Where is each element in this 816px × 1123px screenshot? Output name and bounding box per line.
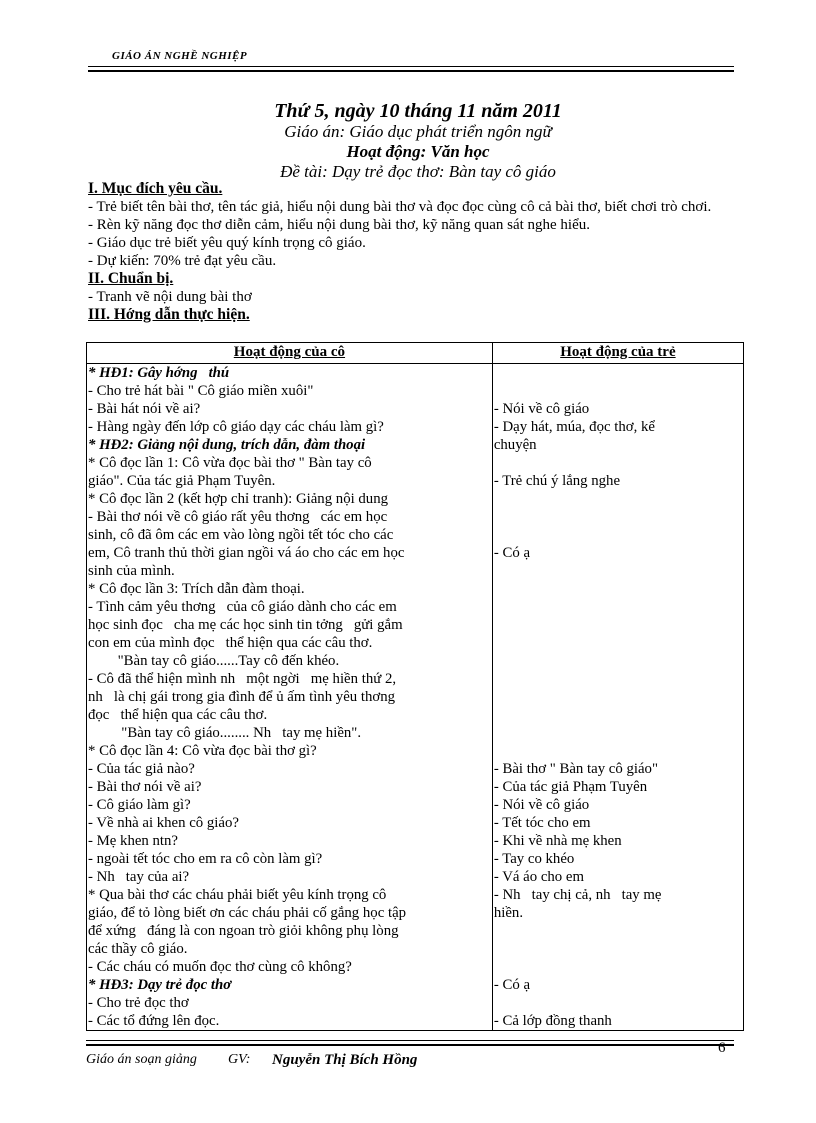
teacher-line: - Nh tay của ai? (88, 869, 190, 885)
teacher-line: * HĐ3: Dạy trẻ đọc thơ (88, 977, 232, 993)
child-line (494, 382, 742, 400)
topic-title: Đề tài: Dạy trẻ đọc thơ: Bàn tay cô giáo (280, 162, 556, 181)
teacher-line: - Bài thơ nói về ai? (88, 779, 202, 795)
teacher-line: * HĐ1: Gây hớng thú (88, 365, 230, 381)
child-line: - Tết tóc cho em (493, 815, 591, 831)
subject-title: Giáo án: Giáo dục phát triển ngôn ngữ (284, 122, 552, 141)
paragraph: - Dự kiến: 70% trẻ đạt yêu cầu. (88, 253, 277, 269)
teacher-line: - ngoài tết tóc cho em ra cô còn làm gì? (88, 851, 323, 867)
teacher-line: - Cho trẻ đọc thơ (88, 995, 189, 1011)
header-rule-thick (88, 70, 734, 72)
child-line (494, 364, 742, 382)
teacher-line: - Của tác giả nào? (88, 761, 195, 777)
teacher-line: - Cô giáo làm gì? (88, 797, 191, 813)
child-line: - Khi về nhà mẹ khen (493, 833, 622, 849)
teacher-line: * Cô đọc lần 3: Trích dẫn đàm thoại. (88, 581, 305, 597)
teacher-line: * HĐ2: Giảng nội dung, trích dẫn, đàm thoại (88, 437, 366, 453)
child-line: - Có ạ (493, 545, 531, 561)
child-line (494, 742, 742, 760)
child-line: - Tay co khéo (493, 851, 575, 867)
paragraph: - Tranh vẽ nội dung bài thơ (88, 289, 252, 305)
paragraph: - Trẻ biết tên bài thơ, tên tác giả, hiểu nội dung bài thơ và đọc đọc cùng cô cả bài thơ, biết chơi trò chơi. (88, 199, 712, 215)
paragraph: - Rèn kỹ năng đọc thơ diễn cảm, hiểu nội dung bài thơ, kỹ năng quan sát nghe hiểu. (88, 217, 591, 233)
child-line: - Bài thơ " Bàn tay cô giáo" (493, 761, 658, 777)
header-child: Hoạt động của trẻ (492, 343, 743, 364)
child-line: - Nh tay chị cả, nh tay mẹ (493, 887, 662, 903)
section-heading: II. Chuẩn bị. (88, 270, 174, 287)
teacher-line: giáo". Của tác giả Phạm Tuyên. (88, 473, 276, 489)
child-line (494, 724, 742, 742)
child-line (494, 958, 742, 976)
lesson-body (88, 180, 738, 324)
child-line (494, 562, 742, 580)
teacher-line: nh là chị gái trong gia đình để ủ ấm tình yêu thơng (88, 689, 395, 705)
child-line: - Có ạ (493, 977, 531, 993)
footer-gv-label: GV: (228, 1052, 251, 1067)
teacher-line: * Cô đọc lần 2 (kết hợp chỉ tranh): Giảng nội dung (88, 491, 389, 507)
child-line: - Vá áo cho em (493, 869, 584, 885)
footer (86, 1052, 418, 1068)
teacher-line: để xứng đáng là con ngoan trò giỏi không phụ lòng (88, 923, 399, 939)
teacher-line: * Cô đọc lần 4: Cô vừa đọc bài thơ gì? (88, 743, 317, 759)
teacher-line: sinh của mình. (88, 563, 175, 579)
date-title: Thứ 5, ngày 10 tháng 11 năm 2011 (274, 100, 562, 122)
teacher-line: - Về nhà ai khen cô giáo? (88, 815, 239, 831)
table-header-row (87, 343, 744, 364)
child-line: - Trẻ chú ý lắng nghe (493, 473, 621, 489)
child-line (494, 994, 742, 1012)
teacher-line: các thầy cô giáo. (88, 941, 188, 957)
teacher-line: - Cho trẻ hát bài " Cô giáo miền xuôi" (88, 383, 314, 399)
teacher-line: * Cô đọc lần 1: Cô vừa đọc bài thơ " Bàn tay cô (88, 455, 372, 471)
header-teacher: Hoạt động của cô (87, 343, 493, 364)
child-line (494, 454, 742, 472)
footer-teacher-name: Nguyễn Thị Bích Hồng (272, 1052, 418, 1068)
header-rule (88, 66, 734, 67)
child-line (494, 598, 742, 616)
child-line: - Cả lớp đồng thanh (493, 1013, 612, 1029)
child-line: - Dạy hát, múa, đọc thơ, kể (493, 419, 655, 435)
section-heading: III. Hớng dẫn thực hiện. (88, 306, 250, 323)
child-line (494, 616, 742, 634)
child-line: - Nói về cô giáo (493, 401, 590, 417)
footer-rule (86, 1040, 734, 1041)
teacher-line: - Hàng ngày đến lớp cô giáo dạy các cháu làm gì? (88, 419, 384, 435)
teacher-line: - Bài thơ nói về cô giáo rất yêu thơng các em học (88, 509, 388, 525)
paragraph: - Giáo dục trẻ biết yêu quý kính trọng cô giáo. (88, 235, 366, 251)
teacher-line: đọc thể hiện qua các câu thơ. (88, 707, 268, 723)
child-line (494, 490, 742, 508)
child-line: - Của tác giả Phạm Tuyên (493, 779, 648, 795)
child-line: - Nói về cô giáo (493, 797, 590, 813)
page-number: 6 (718, 1040, 726, 1056)
teacher-line: - Bài hát nói về ai? (88, 401, 201, 417)
child-line (494, 922, 742, 940)
child-line (494, 634, 742, 652)
teacher-line: - Cô đã thể hiện mình nh một ngời mẹ hiền thứ 2, (88, 671, 397, 687)
child-line (494, 508, 742, 526)
teacher-line: - Mẹ khen ntn? (88, 833, 178, 849)
footer-rule-thick (86, 1044, 734, 1046)
teacher-line: học sinh đọc cha mẹ các học sinh tin tởng gửi gắm (88, 617, 403, 633)
child-line: hiền. (493, 905, 524, 921)
activity-title: Hoạt động: Văn học (346, 142, 490, 161)
teacher-line: * Qua bài thơ các cháu phải biết yêu kính trọng cô (88, 887, 387, 903)
child-column (492, 364, 743, 1031)
teacher-line: sinh, cô đã ôm các em vào lòng ngồi tết tóc cho các (88, 527, 394, 543)
child-line: chuyện (493, 437, 537, 453)
teacher-column (87, 364, 493, 1031)
activity-table (86, 342, 744, 1031)
teacher-line: "Bàn tay cô giáo......Tay cô đến khéo. (88, 653, 340, 669)
child-line (494, 526, 742, 544)
section-heading: I. Mục đích yêu cầu. (88, 180, 223, 197)
teacher-line: - Các cháu có muốn đọc thơ cùng cô không? (88, 959, 352, 975)
teacher-line: con em của mình đọc thể hiện qua các câu thơ. (88, 635, 373, 651)
table-body-row (87, 364, 744, 1031)
teacher-line: "Bàn tay cô giáo........ Nh tay mẹ hiền". (88, 725, 362, 741)
child-line (494, 670, 742, 688)
teacher-line: em, Cô tranh thủ thời gian ngồi vá áo cho các em học (88, 545, 405, 561)
child-line (494, 688, 742, 706)
footer-label: Giáo án soạn giảng (86, 1052, 197, 1067)
child-line (494, 580, 742, 598)
teacher-line: giáo, để tỏ lòng biết ơn các cháu phải cố gắng học tập (88, 905, 407, 921)
teacher-line: - Các tổ đứng lên đọc. (88, 1013, 220, 1029)
child-line (494, 652, 742, 670)
child-line (494, 706, 742, 724)
child-line (494, 940, 742, 958)
header-text: GIÁO ÁN NGHỀ NGHIỆP (112, 50, 248, 62)
teacher-line: - Tình cảm yêu thơng của cô giáo dành cho các em (88, 599, 397, 615)
title-block (88, 100, 748, 182)
